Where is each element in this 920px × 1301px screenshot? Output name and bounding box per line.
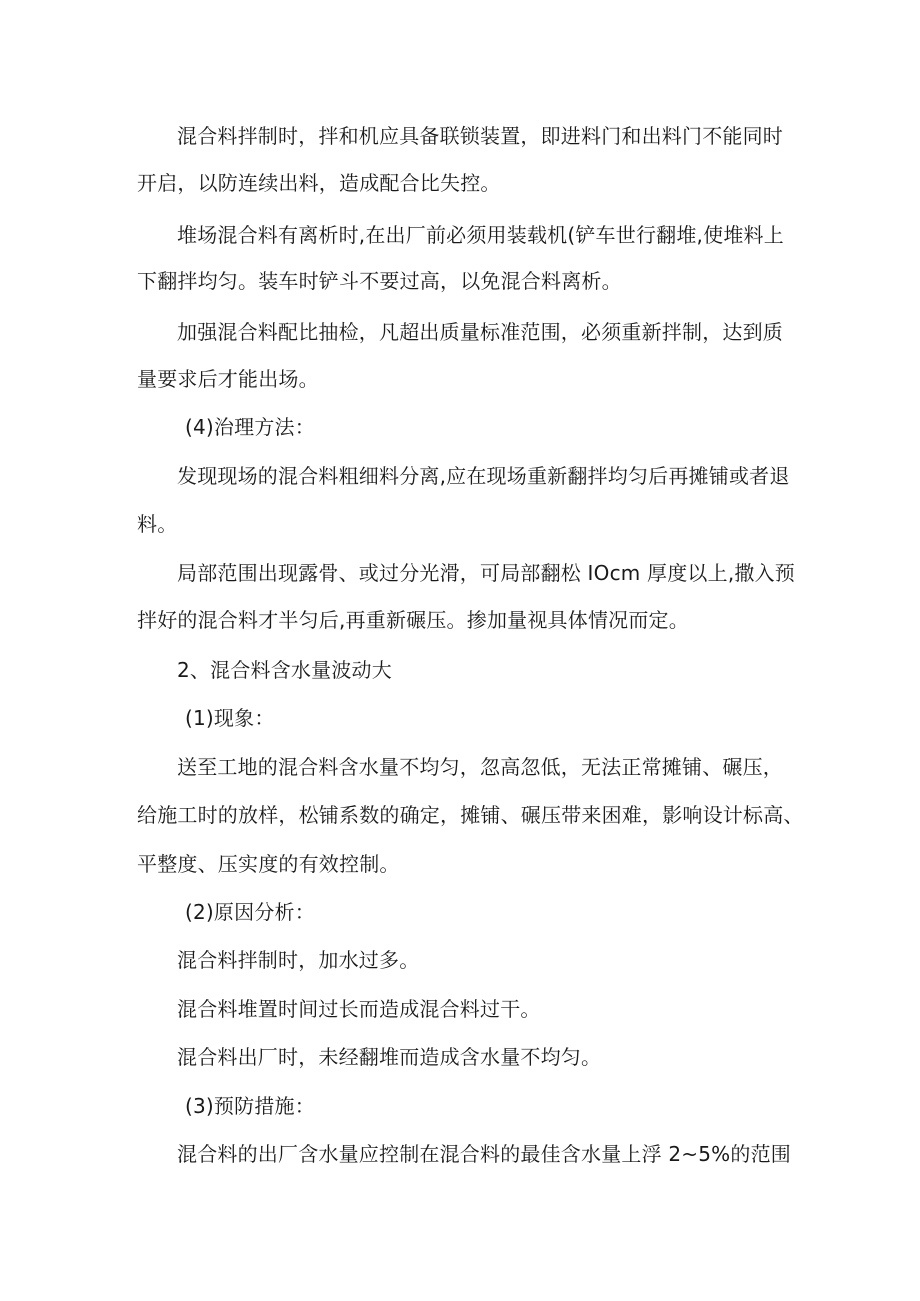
paragraph-line: 混合料堆置时间过长而造成混合料过干。 xyxy=(177,997,541,1021)
section-heading: (4)治理方法： xyxy=(185,415,315,439)
section-heading: 2、混合料含水量波动大 xyxy=(177,658,392,682)
paragraph-line: 拌好的混合料才半匀后,再重新碾压。掺加量视具体情况而定。 xyxy=(137,608,689,632)
paragraph-line: 发现现场的混合料粗细料分离,应在现场重新翻拌均匀后再摊铺或者退 xyxy=(177,464,790,488)
paragraph-line: 给施工时的放样，松铺系数的确定，摊铺、碾压带来困难，影响设计标高、 xyxy=(137,803,804,827)
section-heading: (3)预防措施： xyxy=(185,1094,315,1118)
paragraph-line: 堆场混合料有离析时,在出厂前必须用装载机(铲车世行翻堆,使堆料上 xyxy=(177,223,784,247)
paragraph-line: 局部范围出现露骨、或过分光滑，可局部翻松 IOcm 厚度以上,撒入预 xyxy=(177,561,795,585)
paragraph-line: 送至工地的混合料含水量不均匀，忽高忽低，无法正常摊铺、碾压， xyxy=(177,755,783,779)
paragraph-line: 混合料出厂时，未经翻堆而造成含水量不均匀。 xyxy=(177,1045,602,1069)
paragraph-line: 开启，以防连续出料，造成配合比失控。 xyxy=(137,171,501,195)
paragraph-line: 量要求后才能出场。 xyxy=(137,367,319,391)
section-heading: (1)现象： xyxy=(185,706,275,730)
paragraph-line: 下翻拌均匀。装车时铲斗不要过高，以免混合料离析。 xyxy=(137,269,622,293)
paragraph-line: 加强混合料配比抽检，凡超出质量标准范围，必须重新拌制，达到质 xyxy=(177,320,783,344)
paragraph-line: 混合料拌制时，加水过多。 xyxy=(177,948,420,972)
paragraph-line: 料。 xyxy=(137,512,178,536)
paragraph-line: 平整度、压实度的有效控制。 xyxy=(137,852,400,876)
paragraph-line: 混合料的出厂含水量应控制在混合料的最佳含水量上浮 2~5%的范围 xyxy=(177,1142,791,1166)
section-heading: (2)原因分析： xyxy=(185,900,315,924)
paragraph-line: 混合料拌制时，拌和机应具备联锁装置，即进料门和出料门不能同时 xyxy=(177,124,783,148)
